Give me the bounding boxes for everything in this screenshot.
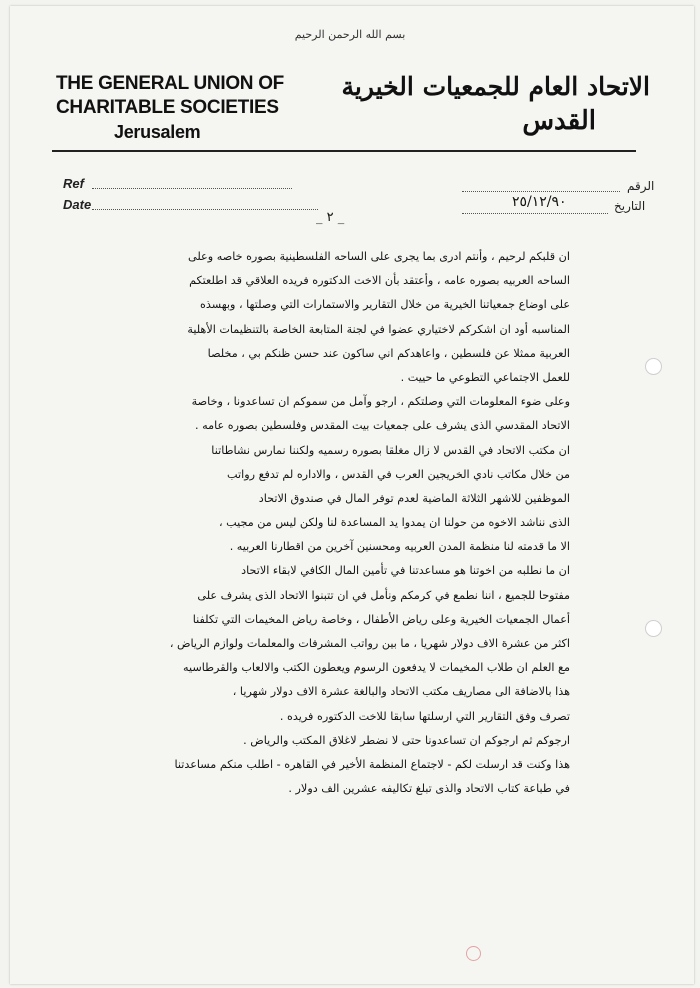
body-line: مع العلم ان طلاب المخيمات لا يدفعون الرسوم ويعطون الكتب والالعاب والقرطاسيه xyxy=(182,661,570,675)
org-name-english xyxy=(56,72,284,144)
city-ar: القدس xyxy=(522,106,596,136)
body-line: في طباعة كتاب الاتحاد والذى تبلغ تكاليفه عشرين الف دولار . xyxy=(288,782,570,796)
date-dotted-line xyxy=(92,208,318,210)
letter-body xyxy=(100,245,570,801)
body-line: أعمال الجمعيات الخيرية وعلى رياض الأطفال ، وخاصة رياض المخيمات التي تكلفنا xyxy=(192,612,570,626)
city-en: Jerusalem xyxy=(114,122,201,142)
ref-ar-dotted-line xyxy=(462,190,620,192)
header-divider xyxy=(52,150,636,152)
body-line: على اوضاع جمعياتنا الخيرية من خلال التقارير والاستمارات التي وصلتها ، وبهسذه xyxy=(200,298,570,312)
date-ar-dotted-line xyxy=(462,212,608,214)
basmala: بسم الله الرحمن الرحيم xyxy=(294,28,406,41)
org-name-ar-line1: الاتحاد العام للجمعيات الخيرية xyxy=(341,72,650,101)
punch-hole-bottom xyxy=(645,620,662,637)
body-line: الا ما قدمته لنا منظمة المدن العربيه ومحسنين آخرين من اقطارنا العربيه . xyxy=(229,540,570,554)
body-line: الاتحاد المقدسي الذى يشرف على جمعيات بيت المقدس وفلسطين بصوره عامه . xyxy=(195,419,570,433)
body-line: من خلال مكاتب نادي الخريجين العرب في القدس ، والاداره لم تدفع رواتب xyxy=(227,467,570,481)
date-label-ar: التاريخ xyxy=(614,199,646,213)
body-line: تصرف وفق التقارير التي ارسلتها سابقا للاخت الدكتوره فريده . xyxy=(279,709,570,723)
body-line: ارجوكم ثم ارجوكم ان تساعدونا حتى لا نضطر لاغلاق المكتب والرياض . xyxy=(243,733,570,747)
body-line: هذا وكنت قد ارسلت لكم - لاجتماع المنظمة الأخير في القاهره - اطلب منكم مساعدتنا xyxy=(174,757,570,771)
org-name-arabic xyxy=(341,70,650,138)
ref-label-ar: الرقم xyxy=(627,179,655,193)
body-line: وعلى ضوء المعلومات التي وصلتكم ، ارجو وآمل من سموكم ان تساعدونا ، وخاصة xyxy=(191,395,570,409)
org-name-en-line2: CHARITABLE SOCIETIES xyxy=(56,97,279,118)
body-line: المناسبه أود ان اشكركم لاختياري عضوا في لجنة المتابعة الخاصة بالتنظيمات الأهلية xyxy=(187,322,570,336)
page-number: _ ٢ _ xyxy=(316,210,345,225)
body-line: العربية ممثلا عن فلسطين ، واعاهدكم اني ساكون عند حسن ظنكم بي ، مخلصا xyxy=(207,346,570,360)
date-value-handwritten: ٢٥/١٢/٩٠ xyxy=(512,194,567,210)
date-label: Date xyxy=(63,197,92,212)
ref-label: Ref xyxy=(63,176,84,191)
body-line: مفتوحا للجميع ، اننا نطمع في كرمكم ونأمل في ان تتبنوا الاتحاد الذى يشرف على xyxy=(197,588,570,602)
body-line: ان قلبكم لرحيم ، وأنتم ادرى بما يجرى على الساحه الفلسطينية بصوره خاصه وعلى xyxy=(188,250,570,263)
body-line: ان مكتب الاتحاد في القدس لا زال مغلقا بصوره رسميه ولكننا نمارس نشاطاتنا xyxy=(211,443,570,457)
body-line: الذى نناشد الاخوه من حولنا ان يمدوا يد المساعدة لنا ولكن ليس من مجيب ، xyxy=(218,516,570,530)
punch-hole-top xyxy=(645,358,662,375)
body-line: للعمل الاجتماعي التطوعي ما حييت . xyxy=(400,370,570,384)
body-line: ان ما نطلبه من اخوتنا هو مساعدتنا في تأمين المال الكافي لابقاء الاتحاد xyxy=(241,564,570,578)
body-line: الساحه العربيه بصوره عامه ، وأعتقد بأن الاخت الدكتوره فريده العلاقي قد اطلعتكم xyxy=(189,274,570,288)
body-line: هذا بالاضافة الى مصاريف مكتب الاتحاد والبالغة عشرة الاف دولار شهريا ، xyxy=(232,685,570,699)
ink-stamp-mark xyxy=(466,946,481,961)
body-line: اكثر من عشرة الاف دولار شهريا ، ما بين رواتب المشرفات والمعلمات ولوازم الرياض ، xyxy=(169,637,570,650)
body-line: الموظفين للاشهر الثلاثة الماضية لعدم توفر المال في صندوق الاتحاد xyxy=(258,491,570,505)
ref-dotted-line xyxy=(92,187,292,189)
org-name-en-line1: THE GENERAL UNION OF xyxy=(56,73,284,94)
